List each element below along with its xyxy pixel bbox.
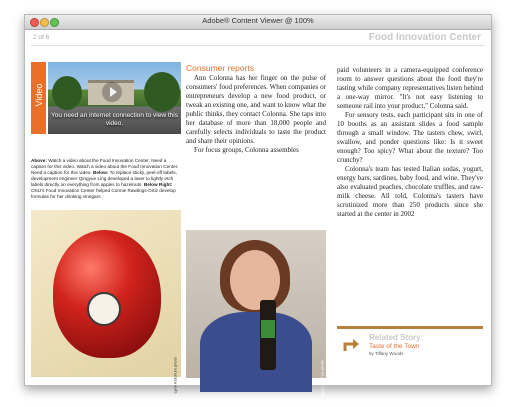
- tree-shape: [144, 72, 180, 112]
- window-title: Adobe® Content Viewer @ 100%: [202, 16, 314, 25]
- caption-above-text: Watch a video about the Food Innovation Center. Need a caption for this video. Watch a video about the Food Innovation Center. Need a caption for this video.: [31, 158, 179, 175]
- article-column-2: [337, 66, 483, 219]
- apple-photo-credit: Lynn Ketchum photo: [173, 357, 178, 394]
- caption-below-right-text: OSU's Food Innovation Center helped Connie Rawlings-Ortiz develop formulas for her drinking vinegars: [31, 188, 176, 199]
- section-title: Food Innovation Center: [368, 32, 481, 43]
- article-paragraph: Ann Colonna has her finger on the pulse of consumers' food preferences. When companies or entrepreneurs develop a new food product, or tweak an existing one, and want to know what the public thinks, they contact Colonna. She taps into her database of more than 18,000 people and carefully selects individuals to taste the product and share their opinions.: [186, 74, 326, 145]
- app-window: [24, 14, 492, 401]
- article-paragraph: For sensory tests, each participant sits in one of 10 booths as an assistant slides a food sample through a small window. The tasters chew, swirl, swallow, and ponder questions like: Is it sweet enough? Too spicy? What about the texture? Too crunchy?: [337, 111, 483, 164]
- portrait-photo-credit: Tanya Lawrence photo: [319, 360, 324, 401]
- article-column-1: [186, 74, 326, 155]
- related-story-title[interactable]: Taste of the Town: [369, 343, 420, 350]
- related-divider: [337, 326, 483, 329]
- video-connection-message: You need an internet connection to view this video.: [51, 112, 178, 127]
- etched-label-icon: [87, 292, 121, 326]
- person-shape: [200, 312, 312, 392]
- tree-shape: [52, 76, 82, 110]
- photo-caption: [31, 158, 181, 200]
- bottle-label: [261, 320, 275, 338]
- article-page[interactable]: [25, 30, 491, 401]
- caption-below-label: Below:: [93, 170, 109, 175]
- related-story-link[interactable]: [337, 326, 483, 358]
- video-player[interactable]: [31, 62, 181, 134]
- caption-below-text: To replace sticky, peel-off labels, development engineer Qingyue Ling developed a laser to lightly etch labels directly on everything from apples to hazelnuts.: [31, 170, 177, 187]
- video-tab-label: Video: [34, 83, 44, 107]
- vinegar-bottle-icon: [260, 300, 276, 370]
- article-paragraph: For focus groups, Colonna assembles: [194, 146, 299, 154]
- article-paragraph: Colonna's team has tested Italian sodas, yogurt, energy bars, sardines, baby food, and wine. They've also evaluated peaches, chocolate truffles, and raw-milk cheese. All told, Colonna's tasters have scrutinized more than 250 products since she started at the center in 2002: [337, 165, 483, 218]
- page-indicator: 2 of 6: [33, 34, 50, 41]
- caption-below-right-label: Below Right:: [143, 182, 173, 187]
- related-story-byline: by Tiffany Woods: [369, 351, 404, 356]
- caption-above-label: Above:: [31, 158, 47, 163]
- header-divider: [31, 45, 485, 46]
- video-thumbnail[interactable]: [48, 62, 181, 134]
- play-icon[interactable]: [102, 82, 122, 102]
- apple-photo: [31, 210, 181, 394]
- article-paragraph: paid volunteers in a camera-equipped conference room to answer questions about the food they're tasting while company representatives listen behind a one-way mirror. "It's not easy listening to someone rail into your product," Colonna said.: [337, 66, 483, 110]
- title-bar: [25, 15, 491, 30]
- return-arrow-icon: [343, 336, 361, 352]
- portrait-photo: [186, 230, 326, 401]
- video-tab: [31, 62, 46, 134]
- related-story-label: Related Story:: [369, 333, 424, 342]
- article-heading: Consumer reports: [186, 63, 255, 73]
